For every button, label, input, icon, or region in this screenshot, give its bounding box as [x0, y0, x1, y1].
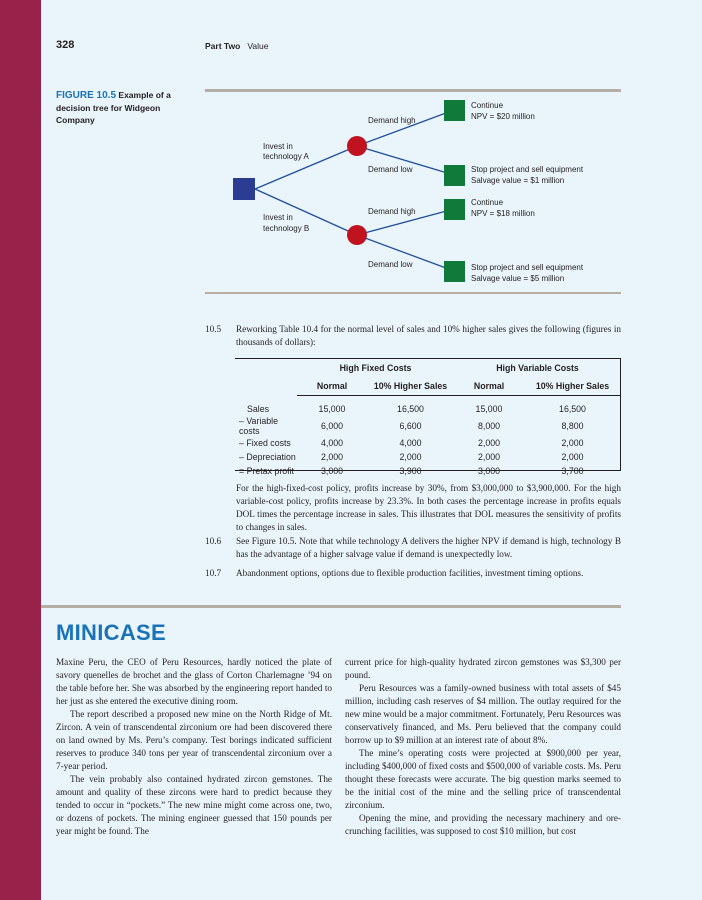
paragraph: The report described a proposed new mine on the North Ridge of Mt. Zircon. A vein of transcendental zirconium ore had been discovered there on land owned by Ms. Peru’s company. Test borings indicated sufficient reserves to produce 340 tons per year of transcendental zirconium over a 7-year period. [56, 709, 332, 771]
running-header [205, 41, 268, 51]
terminal-node-3 [444, 199, 465, 220]
group-header-variable: High Variable Costs [496, 362, 579, 373]
label-invest-b-2: technology B [263, 224, 310, 233]
chance-node-a [347, 136, 367, 156]
answer-text: Abandonment options, options due to flexible production facilities, investment timing options. [236, 568, 584, 578]
table-row [235, 450, 621, 464]
label-invest-a-1: Invest in [263, 142, 293, 151]
table-cell: 16,500 [559, 404, 586, 414]
terminal-node-4 [444, 261, 465, 282]
outcome-4-line1: Stop project and sell equipment [471, 263, 584, 272]
minicase-title: MINICASE [56, 620, 166, 645]
table-cell: 2,000 [561, 438, 584, 448]
table-cell: 4,000 [320, 438, 343, 448]
table-cell: 4,000 [399, 438, 422, 448]
decision-tree [205, 92, 625, 292]
table-bottom-rule [235, 470, 621, 471]
decision-node [233, 178, 255, 200]
table-cell: 3,900 [399, 466, 422, 476]
page-number: 328 [56, 39, 75, 51]
label-b-demand-high: Demand high [368, 207, 416, 216]
chance-node-b [347, 225, 367, 245]
outcome-4-line2: Salvage value = $5 million [471, 274, 565, 283]
table-cell: 2,000 [477, 438, 500, 448]
paragraph: The vein probably also contained hydrated zircon gemstones. The amount and quality of these zircons were hard to predict because they tended to occur in “pockets.” The new mine might come across one, two, or dozens of pockets. The mining engineer guessed that 150 pounds per year might be found. The [56, 774, 332, 836]
column-header: Normal [454, 377, 524, 396]
answer-10-7 [205, 567, 621, 580]
outcome-2-line2: Salvage value = $1 million [471, 176, 565, 185]
table-cell: 8,000 [477, 421, 500, 431]
table-cell: 2,000 [477, 452, 500, 462]
terminal-node-1 [444, 100, 465, 121]
answer-number: 10.6 [205, 536, 222, 546]
paragraph: Opening the mine, and providing the necessary machinery and ore-crunching facilities, was supposed to cost $10 million, but cost [345, 813, 621, 836]
table-group-header-row [235, 358, 621, 377]
paragraph: Peru Resources was a family-owned business with total assets of $45 million, including cash reserves of $4 million. The outlay required for the new mine would be a major commitment. Fortunately, Peru Resources was conservatively financed, and Ms. Peru believed that the company could borrow up to $9 million at an interest rate of about 8%. [345, 683, 621, 745]
table-cell: 6,000 [320, 421, 343, 431]
outcome-3-line2: NPV = $18 million [471, 209, 535, 218]
table-cell: 15,000 [318, 404, 346, 414]
paragraph: Maxine Peru, the CEO of Peru Resources, hardly noticed the plate of savory quenelles de brochet and the glass of Corton Charlemagne ’94 on the table before her. She was absorbed by the engineering report handed to her just as she entered the executive dining room. [56, 657, 332, 706]
table-row [235, 436, 621, 450]
table-cell: 16,500 [397, 404, 424, 414]
figure-caption [56, 89, 196, 126]
answer-text: See Figure 10.5. Note that while technology A delivers the higher NPV if demand is high, technology B has the advantage of a higher salvage value if demand is unexpectedly low. [236, 536, 621, 559]
column-header: 10% Higher Sales [524, 377, 621, 396]
table-cell: 3,000 [320, 466, 343, 476]
table-row [235, 402, 621, 416]
table-row [235, 416, 621, 436]
table-cell: 2,000 [561, 452, 584, 462]
section-divider [41, 605, 621, 608]
table-row [235, 464, 621, 478]
outcome-3-line1: Continue [471, 198, 504, 207]
label-a-demand-low: Demand low [368, 165, 413, 174]
row-label: – Variable costs [239, 416, 278, 436]
answer-number: 10.7 [205, 568, 222, 578]
paragraph: current price for high-quality hydrated zircon gemstones was $3,300 per pound. [345, 657, 621, 680]
terminal-node-2 [444, 165, 465, 186]
row-label: – Fixed costs [239, 438, 291, 448]
answer-10-6 [205, 535, 621, 561]
label-invest-b-1: Invest in [263, 213, 293, 222]
table-cell: 3,700 [561, 466, 584, 476]
figure-bottom-rule [205, 292, 621, 294]
row-label: Sales [247, 404, 270, 414]
outcome-1-line1: Continue [471, 101, 504, 110]
table-cell: 8,800 [561, 421, 584, 431]
profit-table [235, 358, 621, 478]
answer-intro: Reworking Table 10.4 for the normal level of sales and 10% higher sales gives the following (figures in thousands of dollars): [236, 324, 621, 347]
label-b-demand-low: Demand low [368, 260, 413, 269]
answer-number: 10.5 [205, 324, 222, 334]
table-cell: 2,000 [320, 452, 343, 462]
column-header: 10% Higher Sales [367, 377, 454, 396]
figure-label: FIGURE 10.5 [56, 90, 117, 101]
running-part: Part Two [205, 41, 241, 51]
page-margin-band [0, 0, 41, 900]
running-section: Value [247, 41, 269, 51]
answer-10-5-conclusion: For the high-fixed-cost policy, profits increase by 30%, from $3,000,000 to $3,900,000. For the high variable-cost policy, profits increase by 23.3%. In both cases the percentage increase in profits equals DOL times the percentage increase in sales. This illustrates that DOL measures the sensitivity of profits to changes in sales. [236, 483, 621, 532]
answer-10-5 [205, 323, 621, 349]
row-label: = Pretax profit [239, 466, 295, 476]
table-column-header-row [235, 377, 621, 396]
outcome-1-line2: NPV = $20 million [471, 112, 535, 121]
row-label: – Depreciation [239, 452, 296, 462]
minicase-right-column [345, 656, 621, 838]
paragraph: The mine’s operating costs were projected at $900,000 per year, including $400,000 of fixed costs and $500,000 of variable costs. Ms. Peru thought these forecasts were accurate. The big question marks seemed to be the initial cost of the mine and the selling price of transcendental zirconium. [345, 748, 621, 810]
outcome-2-line1: Stop project and sell equipment [471, 165, 584, 174]
table-cell: 3,000 [477, 466, 500, 476]
table-cell: 6,600 [399, 421, 422, 431]
table-cell: 2,000 [399, 452, 422, 462]
label-a-demand-high: Demand high [368, 116, 416, 125]
group-header-fixed: High Fixed Costs [339, 362, 412, 373]
figure-caption-text: Example of a decision tree for Widgeon Company [56, 90, 171, 125]
column-header: Normal [297, 377, 367, 396]
label-invest-a-2: technology A [263, 152, 309, 161]
minicase-left-column [56, 656, 332, 838]
table-cell: 15,000 [475, 404, 503, 414]
